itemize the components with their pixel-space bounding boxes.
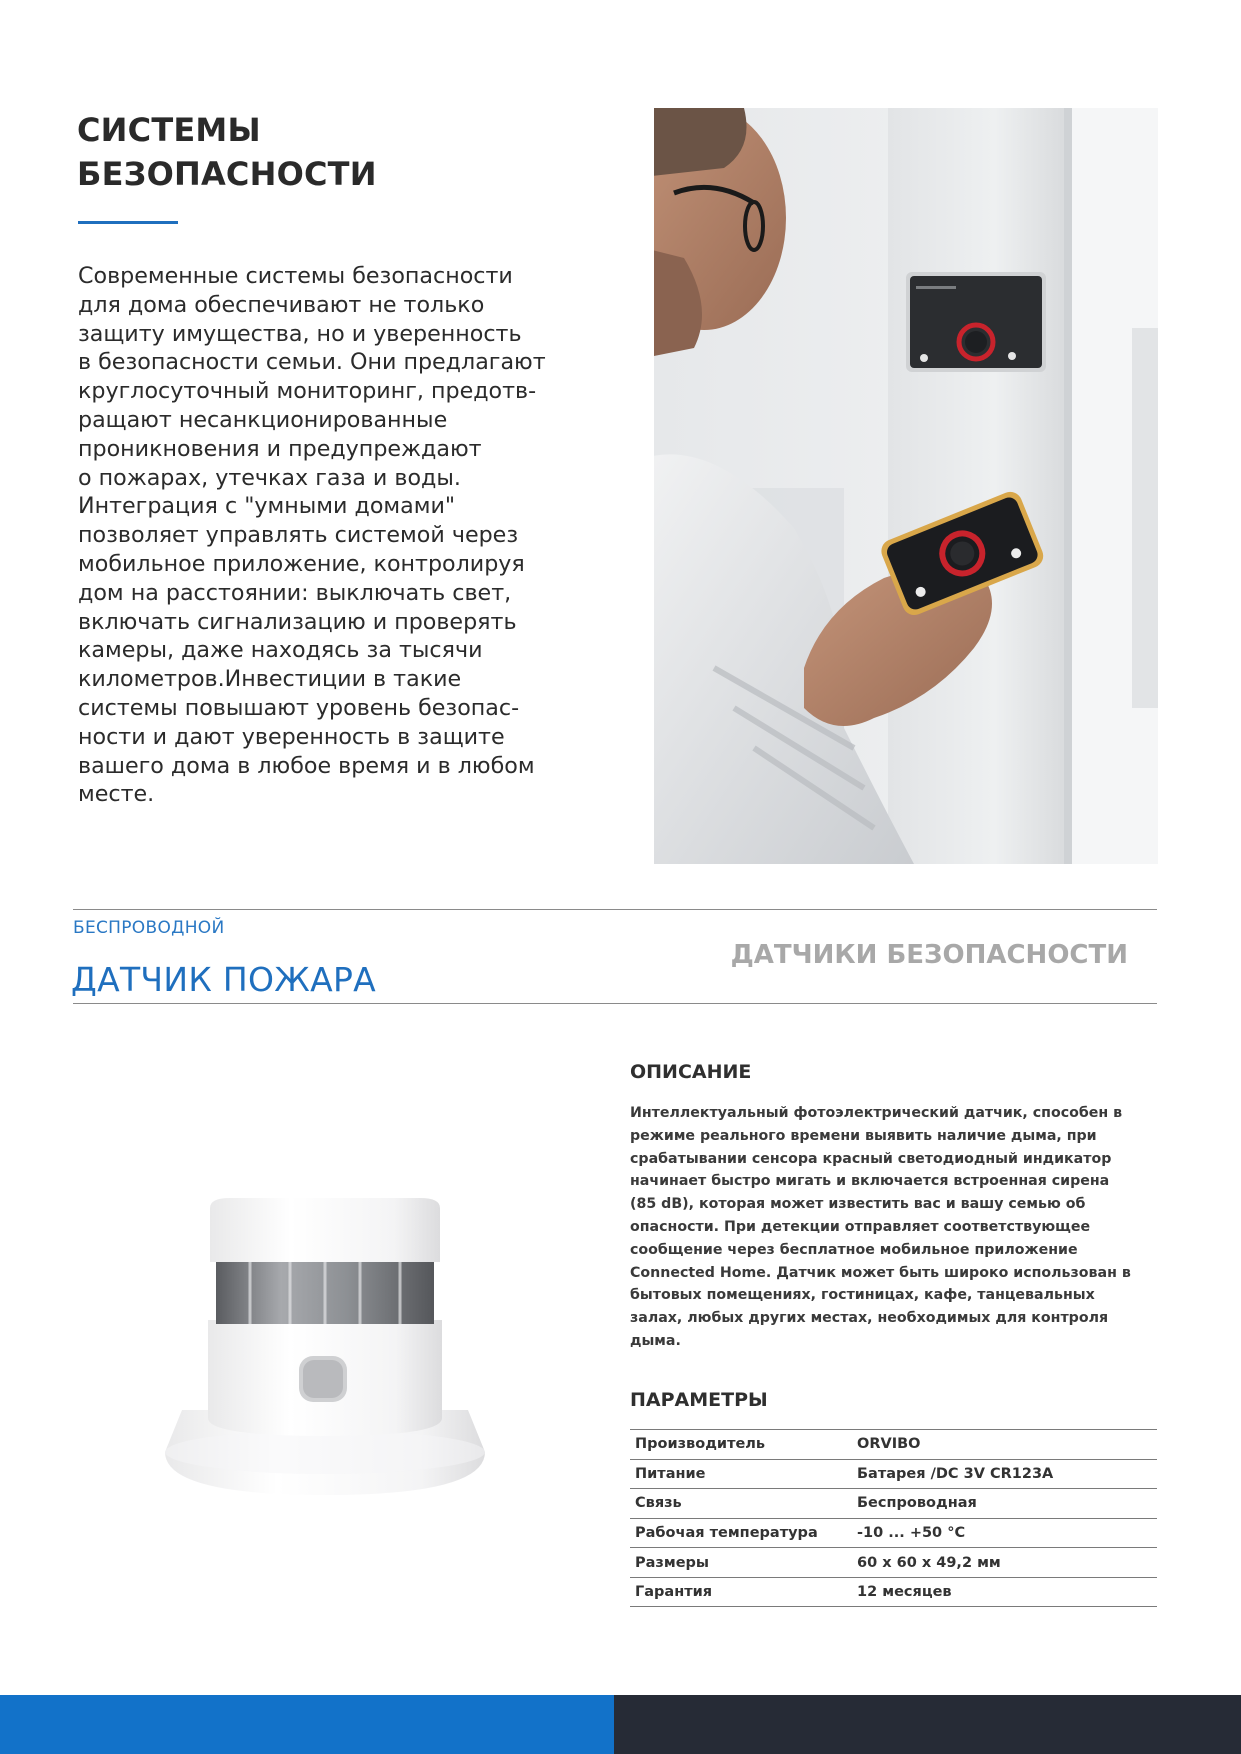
product-title: ДАТЧИК ПОЖАРА (71, 960, 377, 999)
params-row (630, 1577, 1157, 1607)
param-value: ORVIBO (857, 1436, 921, 1453)
param-value: Беспроводная (857, 1495, 977, 1512)
param-key: Рабочая температура (635, 1525, 818, 1542)
params-row (630, 1547, 1157, 1577)
description-heading: ОПИСАНИЕ (630, 1061, 752, 1083)
param-value: 60 x 60 x 49,2 мм (857, 1554, 1001, 1571)
footer-bar-blue (0, 1695, 614, 1754)
param-key: Размеры (635, 1554, 710, 1571)
intro-paragraph: Современные системы безопасности для дома обеспечивают не только защиту имущества, но и уверенность в безопасности семьи. Они предлагают круглосуточный мониторинг, предотв- ращают несанкционированные проникновения и предупреждают о пожарах, утечках газа и воды. Интеграция с "умными домами" позволяет управлять системой через мобильное приложение, контролируя дом на расстоянии: выключать свет, включать сигнализацию и проверять камеры, даже находясь за тысячи километров.Инвестиции в такие системы повышают уровень безопас- ности и дают уверенность в защите вашего дома в любое время и в любом месте. (78, 263, 546, 808)
title-underline (78, 221, 178, 224)
params-table (630, 1429, 1157, 1607)
param-value: -10 ... +50 °C (857, 1525, 966, 1542)
smoke-detector-image (150, 1190, 500, 1510)
param-key: Производитель (635, 1436, 766, 1453)
section-divider-top (73, 909, 1157, 910)
hero-photo (654, 108, 1158, 864)
product-kicker: БЕСПРОВОДНОЙ (73, 918, 225, 938)
hero-photo-illustration (654, 108, 1158, 864)
category-title: ДАТЧИКИ БЕЗОПАСНОСТИ (730, 940, 1128, 970)
param-key: Связь (635, 1495, 682, 1512)
param-value: Батарея /DC 3V CR123A (857, 1465, 1054, 1482)
params-row (630, 1488, 1157, 1518)
param-value: 12 месяцев (857, 1583, 952, 1600)
params-heading: ПАРАМЕТРЫ (630, 1389, 768, 1411)
smoke-detector-illustration (150, 1190, 500, 1510)
param-key: Гарантия (635, 1583, 713, 1600)
params-row (630, 1459, 1157, 1489)
description-text: Интеллектуальный фотоэлектрический датчик, способен в режиме реального времени выявить наличие дыма, при срабатывании сенсора красный светодиодный индикатор начинает быстро мигать и включается встроенная сирена (85 dB), которая может известить вас и вашу семью об опасности. При детекции отправляет соответствующее сообщение через бесплатное мобильное приложение Connected Home. Датчик может быть широко использован в бытовых помещениях, гостиницах, кафе, танцевальных залах, любых других местах, необходимых для контроля дыма. (630, 1105, 1131, 1349)
params-row (630, 1429, 1157, 1459)
section-divider-bottom (73, 1003, 1157, 1004)
param-key: Питание (635, 1465, 706, 1482)
footer-bar-dark (614, 1695, 1241, 1754)
page-title: СИСТЕМЫ БЕЗОПАСНОСТИ (77, 111, 377, 193)
params-row (630, 1518, 1157, 1548)
